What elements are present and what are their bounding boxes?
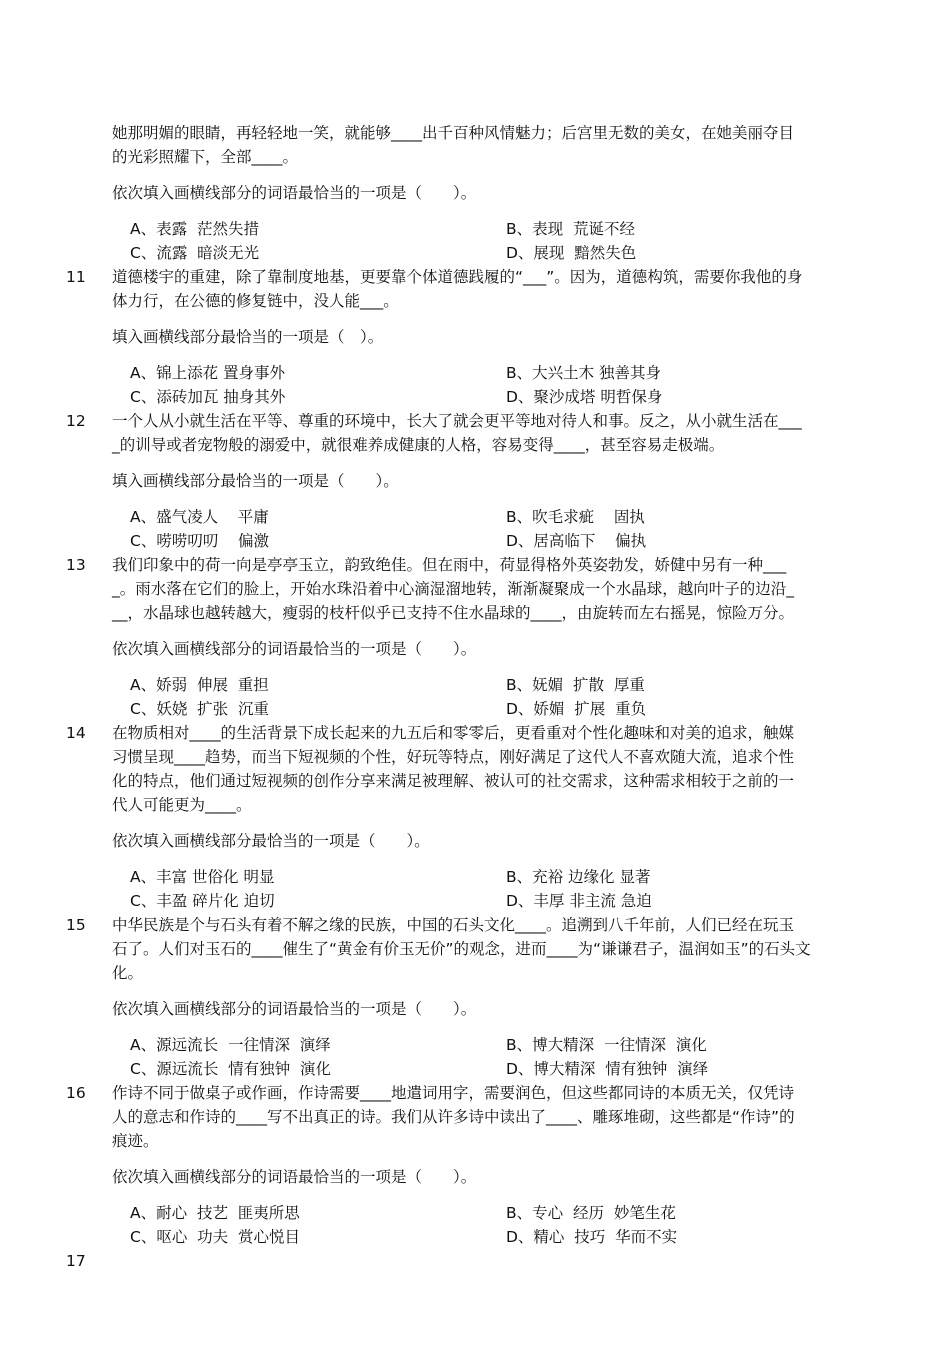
question-number: 14 xyxy=(66,724,86,742)
option-d: D、聚沙成塔 明哲保身 xyxy=(506,388,663,406)
option-b: B、大兴土木 独善其身 xyxy=(506,364,662,382)
option-a: A、源远流长 一往情深 演绎 xyxy=(130,1036,331,1054)
question-number: 11 xyxy=(66,268,86,286)
option-c: C、呕心 功夫 赏心悦目 xyxy=(130,1228,301,1246)
question-line: _。雨水落在它们的脸上，开始水珠沿着中心滴湿溜地转，渐渐凝聚成一个水晶球，越向叶子的边沿_ xyxy=(112,580,795,598)
option-a: A、表露 茫然失措 xyxy=(130,220,259,238)
question-number: 17 xyxy=(66,1252,86,1270)
option-a: A、娇弱 伸展 重担 xyxy=(130,676,269,694)
question-line: 中华民族是个与石头有着不解之缘的民族，中国的石头文化____。追溯到八千年前，人们已经在玩玉 xyxy=(112,916,795,934)
option-b: B、专心 经历 妙笔生花 xyxy=(506,1204,676,1222)
question-prompt: 依次填入画横线部分的词语最恰当的一项是（ ）。 xyxy=(112,640,477,658)
question-prompt: 依次填入画横线部分最恰当的一项是（ ）。 xyxy=(112,832,430,850)
question-line: 我们印象中的荷一向是亭亭玉立，韵致绝佳。但在雨中，荷显得格外英姿勃发，娇健中另有一种___ xyxy=(112,556,787,574)
question-prompt: 依次填入画横线部分的词语最恰当的一项是（ ）。 xyxy=(112,1168,477,1186)
option-b: B、充裕 边缘化 显著 xyxy=(506,868,651,886)
question-prompt: 依次填入画横线部分的词语最恰当的一项是（ ）。 xyxy=(112,1000,477,1018)
option-b: B、吹毛求疵 固执 xyxy=(506,508,645,526)
question-line: 石了。人们对玉石的____催生了“黄金有价玉无价”的观念，进而____为“谦谦君子，温润如玉”的石头文 xyxy=(112,940,811,958)
question-line: 代人可能更为____。 xyxy=(112,796,252,814)
question-line: 的光彩照耀下，全部____。 xyxy=(112,148,299,166)
option-a: A、盛气凌人 平庸 xyxy=(130,508,269,526)
option-a: A、锦上添花 置身事外 xyxy=(130,364,286,382)
option-d: D、居高临下 偏执 xyxy=(506,532,647,550)
question-line: 在物质相对____的生活背景下成长起来的九五后和零零后，更看重对个性化趣味和对美的追求，触媒 xyxy=(112,724,795,742)
question-prompt: 填入画横线部分最恰当的一项是（ ）。 xyxy=(112,472,399,490)
option-c: C、妖娆 扩张 沉重 xyxy=(130,700,270,718)
option-c: C、添砖加瓦 抽身其外 xyxy=(130,388,286,406)
question-line: 痕迹。 xyxy=(112,1132,159,1150)
option-c: C、流露 暗淡无光 xyxy=(130,244,260,262)
question-line: 体力行，在公德的修复链中，没人能___。 xyxy=(112,292,399,310)
option-b: B、表现 荒诞不经 xyxy=(506,220,635,238)
question-number: 12 xyxy=(66,412,86,430)
option-b: B、妩媚 扩散 厚重 xyxy=(506,676,645,694)
question-line: 一个人从小就生活在平等、尊重的环境中，长大了就会更平等地对待人和事。反之，从小就生活在___ xyxy=(112,412,802,430)
option-a: A、丰富 世俗化 明显 xyxy=(130,868,275,886)
option-c: C、源远流长 情有独钟 演化 xyxy=(130,1060,332,1078)
question-line: 作诗不同于做桌子或作画，作诗需要____地遣词用字，需要润色，但这些都同诗的本质无关，仅凭诗 xyxy=(112,1084,795,1102)
question-line: 习惯呈现____趋势，而当下短视频的个性，好玩等特点，刚好满足了这代人不喜欢随大流，追求个性 xyxy=(112,748,795,766)
option-d: D、精心 技巧 华而不实 xyxy=(506,1228,678,1246)
option-c: C、唠唠叨叨 偏激 xyxy=(130,532,270,550)
question-line: 化。 xyxy=(112,964,144,982)
option-d: D、展现 黯然失色 xyxy=(506,244,637,262)
option-d: D、丰厚 非主流 急迫 xyxy=(506,892,652,910)
option-b: B、博大精深 一往情深 演化 xyxy=(506,1036,707,1054)
question-number: 13 xyxy=(66,556,86,574)
question-line: 化的特点，他们通过短视频的创作分享来满足被理解、被认可的社交需求，这种需求相较于之前的一 xyxy=(112,772,795,790)
question-number: 15 xyxy=(66,916,86,934)
question-number: 16 xyxy=(66,1084,86,1102)
question-line: __，水晶球也越转越大，瘦弱的枝杆似乎已支持不住水晶球的____，由旋转而左右摇晃，惊险万分。 xyxy=(112,604,795,622)
option-d: D、娇媚 扩展 重负 xyxy=(506,700,647,718)
option-d: D、博大精深 情有独钟 演绎 xyxy=(506,1060,709,1078)
option-a: A、耐心 技艺 匪夷所思 xyxy=(130,1204,300,1222)
question-line: _的训导或者宠物般的溺爱中，就很难养成健康的人格，容易变得____，甚至容易走极端。 xyxy=(112,436,725,454)
question-prompt: 依次填入画横线部分的词语最恰当的一项是（ ）。 xyxy=(112,184,477,202)
question-line: 人的意志和作诗的____写不出真正的诗。我们从许多诗中读出了____、雕琢堆砌，这些都是“作诗”的 xyxy=(112,1108,795,1126)
question-prompt: 填入画横线部分最恰当的一项是（ ）。 xyxy=(112,328,384,346)
question-line: 道德楼宇的重建，除了靠制度地基，更要靠个体道德践履的“___”。因为，道德构筑，需要你我他的身 xyxy=(112,268,803,286)
question-line: 她那明媚的眼睛，再轻轻地一笑，就能够____出千百种风情魅力；后宫里无数的美女，在她美丽夺目 xyxy=(112,124,795,142)
option-c: C、丰盈 碎片化 迫切 xyxy=(130,892,275,910)
